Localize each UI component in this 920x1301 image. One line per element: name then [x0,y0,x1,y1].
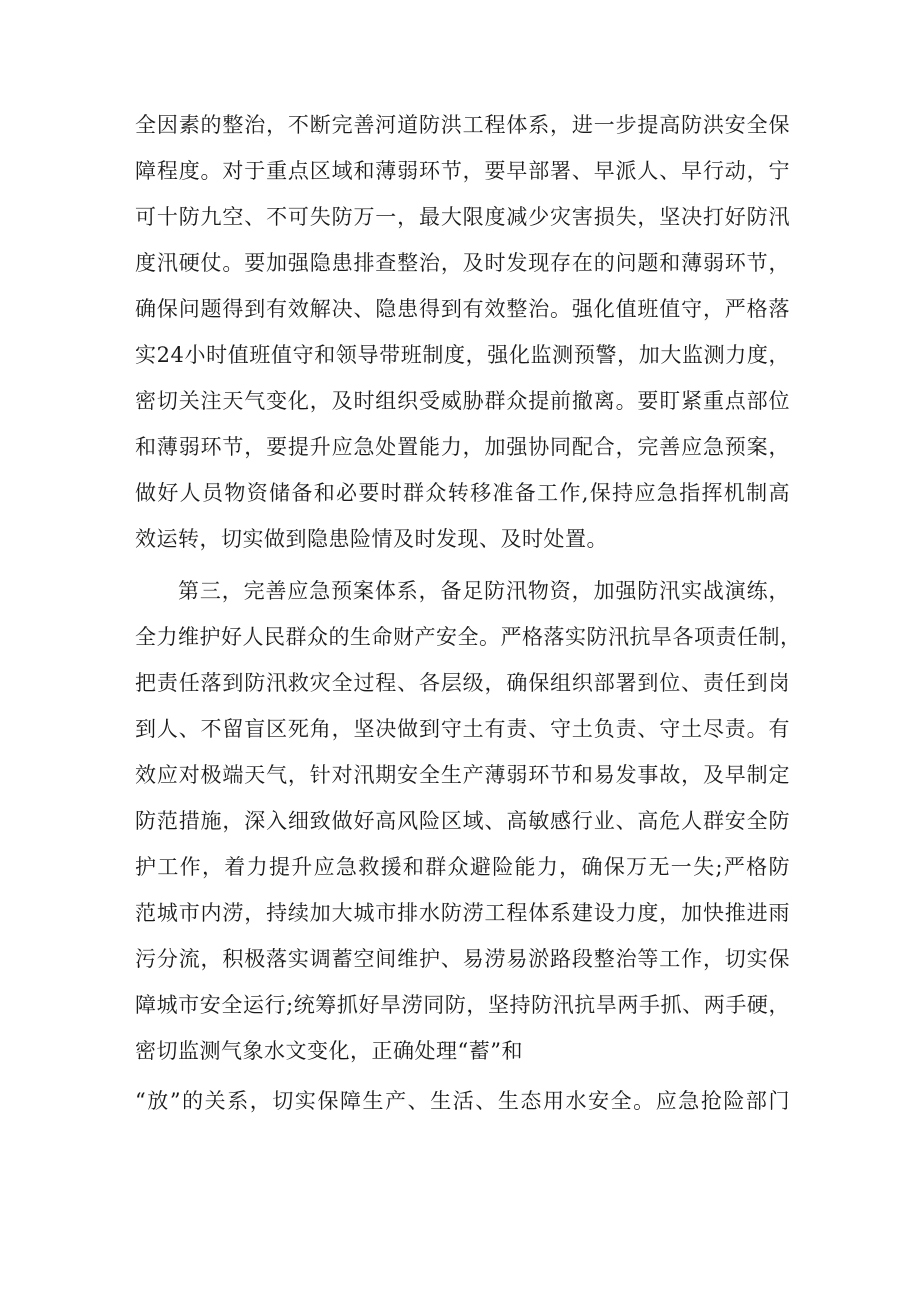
text-line: 确保问题得到有效解决、隐患得到有效整治。强化值班值守，严格落 [135,297,790,321]
text-line: 和薄弱环节，要提升应急处置能力，加强协同配合，完善应急预案， [135,435,790,459]
text-line: 范城市内涝，持续加大城市排水防涝工程体系建设力度，加快推进雨 [135,901,790,925]
text-line: 做好人员物资储备和必要时群众转移准备工作,保持应急指挥机制高 [135,481,790,505]
text-line: 全因素的整治，不断完善河道防洪工程体系，进一步提高防洪安全保 [135,113,790,137]
paragraph-first-line: 第三，完善应急预案体系，备足防汛物资，加强防汛实战演练， [178,579,790,603]
text-line: 实24小时值班值守和领导带班制度，强化监测预警，加大监测力度， [135,343,790,367]
text-line: 把责任落到防汛救灾全过程、各层级，确保组织部署到位、责任到岗 [135,671,790,695]
text-line: 污分流，积极落实调蓄空间维护、易涝易淤路段整治等工作，切实保 [135,947,790,971]
text-line: 防范措施，深入细致做好高风险区域、高敏感行业、高危人群安全防 [135,809,790,833]
text-line: 度汛硬仗。要加强隐患排查整治，及时发现存在的问题和薄弱环节， [135,251,790,275]
text-line: 可十防九空、不可失防万一，最大限度减少灾害损失，坚决打好防汛 [135,205,790,229]
text-line: 效应对极端天气，针对汛期安全生产薄弱环节和易发事故，及早制定 [135,763,790,787]
text-line: 护工作，着力提升应急救援和群众避险能力，确保万无一失;严格防 [135,855,790,879]
text-line: 障程度。对于重点区域和薄弱环节，要早部署、早派人、早行动，宁 [135,159,790,183]
text-line: 全力维护好人民群众的生命财产安全。严格落实防汛抗旱各项责任制， [135,625,802,649]
text-line: 密切监测气象水文变化，正确处理“蓄”和 [135,1039,523,1063]
text-line: 密切关注天气变化，及时组织受威胁群众提前撤离。要盯紧重点部位 [135,389,790,413]
text-line: 障城市安全运行;统筹抓好旱涝同防，坚持防汛抗旱两手抓、两手硬， [135,993,790,1017]
text-line: “放”的关系，切实保障生产、生活、生态用水安全。应急抢险部门 [135,1089,790,1113]
text-line: 效运转，切实做到隐患险情及时发现、及时处置。 [135,527,608,551]
text-line: 到人、不留盲区死角，坚决做到守土有责、守土负责、守土尽责。有 [135,717,790,741]
